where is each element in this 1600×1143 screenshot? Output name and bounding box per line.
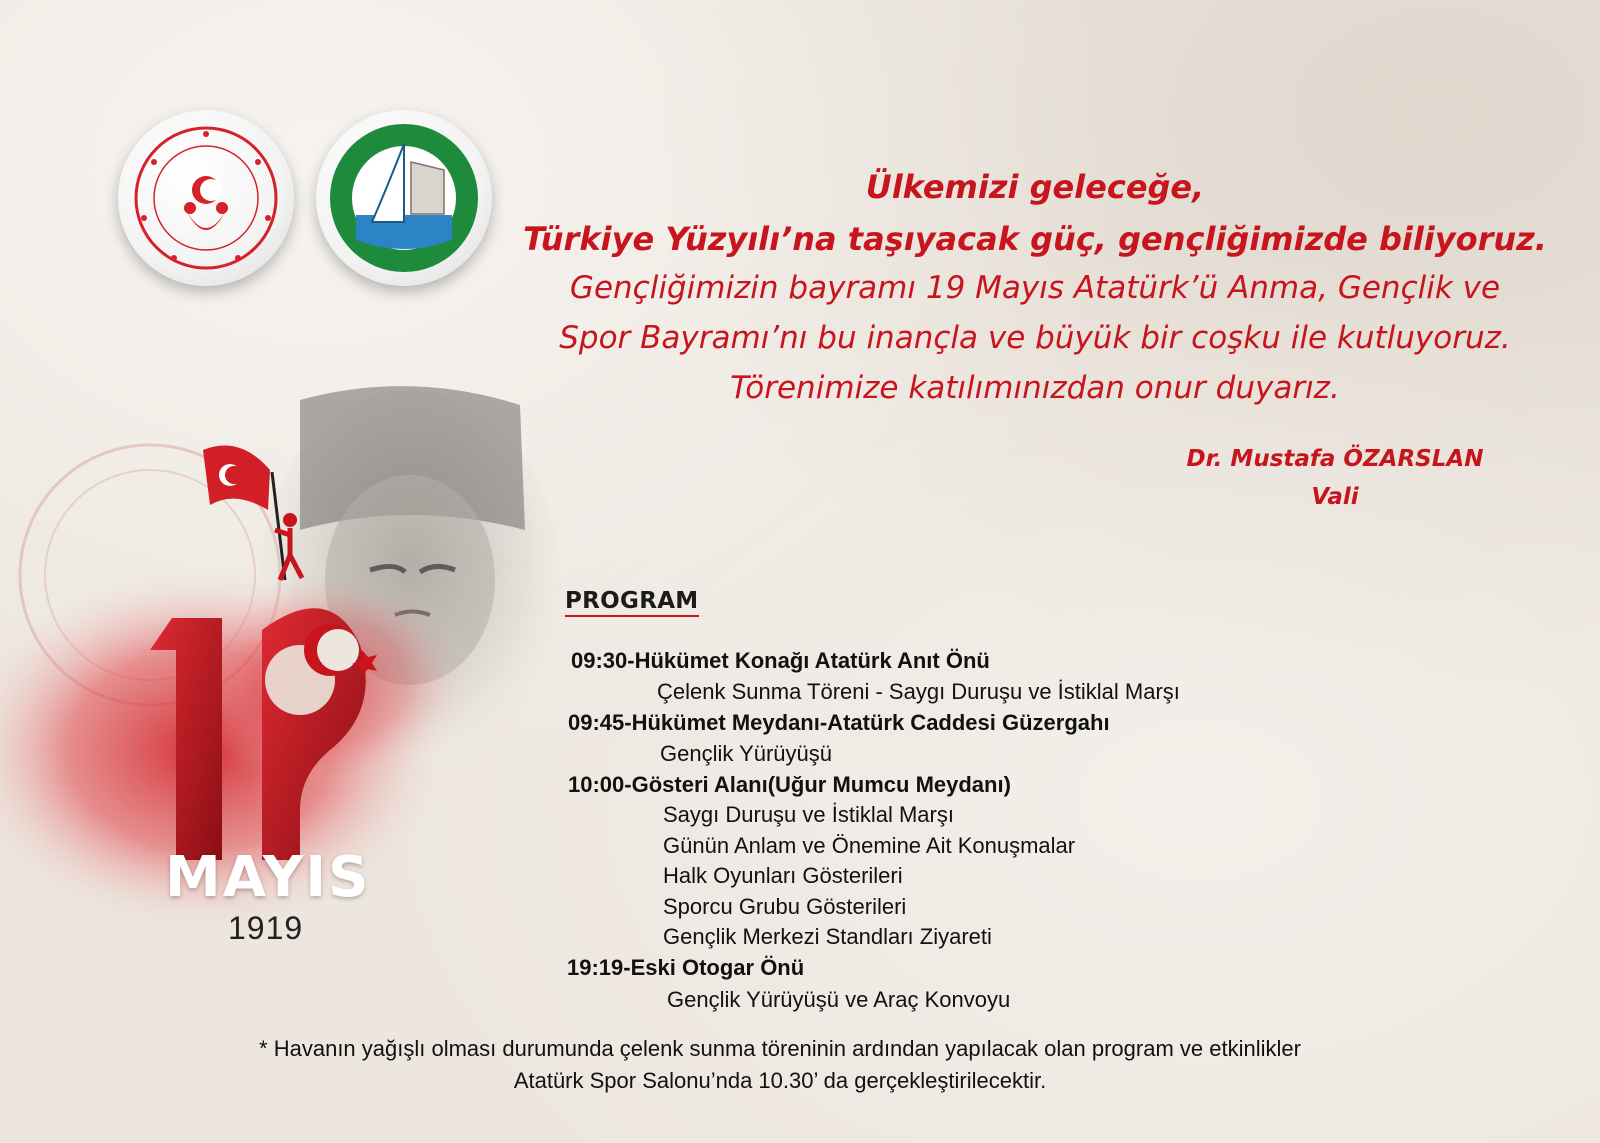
weather-note-line-2: Atatürk Spor Salonu’nda 10.30’ da gerçekleştirilecektir. — [513, 1068, 1047, 1093]
weather-note-line-1: * Havanın yağışlı olması durumunda çelenk sunma töreninin ardından yapılacak olan program ve etkinlikler — [259, 1036, 1301, 1061]
program-slot-time: 09:45-Hükümet Meydanı-Atatürk Caddesi Güzergahı — [568, 710, 1110, 735]
program-slot-time: 19:19-Eski Otogar Önü — [567, 955, 805, 980]
message-line-4: Spor Bayramı’nı bu inançla ve büyük bir coşku ile kutluyoruz. — [559, 320, 1511, 356]
message-line-2: Türkiye Yüzyılı’na taşıyacak güç, gençliğimizde biliyoruz. — [523, 220, 1547, 258]
program-item: Gençlik Yürüyüşü — [660, 741, 833, 766]
program-item: Sporcu Grubu Gösterileri — [663, 894, 907, 919]
signature-title: Vali — [1311, 484, 1359, 510]
governorship-logo — [316, 110, 492, 286]
month-label: MAYIS — [165, 845, 371, 910]
program-title: PROGRAM — [565, 588, 699, 617]
message-line-5: Törenimize katılımınızdan onur duyarız. — [730, 370, 1340, 406]
program-item: Halk Oyunları Gösterileri — [663, 863, 903, 888]
signature-name: Dr. Mustafa ÖZARSLAN — [1186, 446, 1484, 472]
program-item: Gençlik Yürüyüşü ve Araç Konvoyu — [667, 987, 1011, 1012]
sinop-emblem-icon — [316, 110, 492, 286]
message-line-1: Ülkemizi geleceğe, — [865, 168, 1205, 206]
program-item: Çelenk Sunma Töreni - Saygı Duruşu ve İstiklal Marşı — [657, 679, 1180, 704]
program-item: Saygı Duruşu ve İstiklal Marşı — [663, 802, 954, 827]
program-slot-time: 10:00-Gösteri Alanı(Uğur Mumcu Meydanı) — [568, 772, 1011, 797]
ministry-logo — [118, 110, 294, 286]
ministry-emblem-icon — [118, 110, 294, 286]
year-label: 1919 — [228, 910, 304, 946]
program-slot-time: 09:30-Hükümet Konağı Atatürk Anıt Önü — [571, 648, 990, 673]
program-item: Günün Anlam ve Önemine Ait Konuşmalar — [663, 833, 1076, 858]
message-line-3: Gençliğimizin bayramı 19 Mayıs Atatürk’ü Anma, Gençlik ve — [569, 270, 1501, 306]
program-item: Gençlik Merkezi Standları Ziyareti — [663, 924, 992, 949]
